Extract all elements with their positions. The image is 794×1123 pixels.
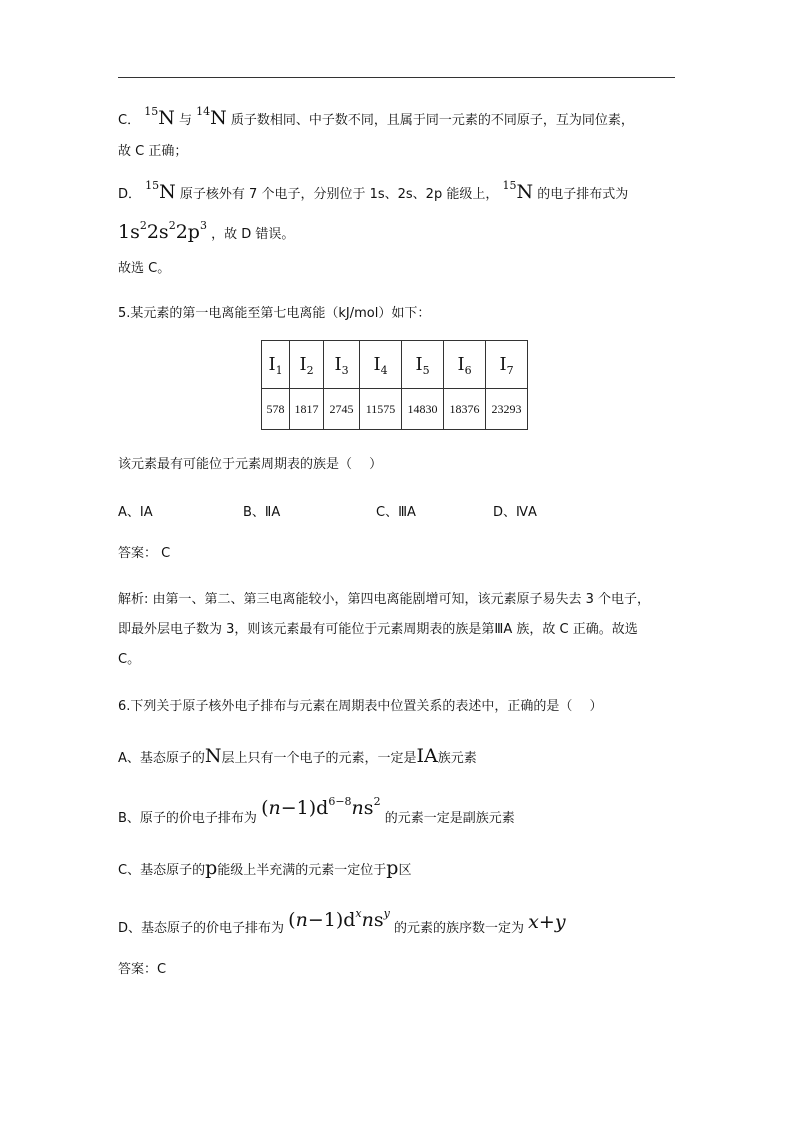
- math-symbol: p: [386, 857, 399, 879]
- header-rule: [118, 77, 675, 78]
- explanation-d: [118, 179, 629, 205]
- question-5-prompt: 该元素最有可能位于元素周期表的族是（ ）: [118, 457, 383, 472]
- math-symbol: IA: [416, 745, 438, 767]
- math-symbol: N: [204, 745, 222, 767]
- explanation-c-cont: 故 C 正确；: [118, 144, 188, 159]
- explanation-c: [118, 105, 634, 131]
- table-header-cell: $I_2$: [290, 341, 324, 389]
- nitrogen-14-symbol: $^{14}$N: [196, 105, 227, 129]
- table-cell: 578: [262, 389, 290, 430]
- option-text: 的元素一定是副族元素: [384, 811, 515, 826]
- option-prefix: D．: [118, 187, 142, 202]
- answer-6: 答案：C: [118, 962, 167, 977]
- option-6c: [118, 858, 411, 881]
- explanation-text: 质子数相同、中子数不同，且属于同一元素的不同原子，互为同位素，: [230, 113, 634, 128]
- option-text: 能级上半充满的元素一定位于: [217, 863, 387, 878]
- table-header-cell: $I_4$: [360, 341, 402, 389]
- option-6d: [118, 907, 566, 939]
- table-row: [262, 389, 528, 430]
- table-header-cell: $I_3$: [324, 341, 360, 389]
- table-header-cell: $I_5$: [402, 341, 444, 389]
- option-text: 层上只有一个电子的元素，一定是: [221, 751, 417, 766]
- table-header-row: [262, 341, 528, 389]
- explanation-text: 的电子排布式为: [537, 187, 629, 202]
- question-6: 6.下列关于原子核外电子排布与元素在周期表中位置关系的表述中，正确的是（ ）: [118, 699, 603, 714]
- option-d: D、ⅣA: [493, 505, 537, 520]
- option-text: C、基态原子的: [118, 863, 206, 878]
- math-formula: $(n-1)d^xns^y$: [288, 907, 390, 931]
- table-cell: 2745: [324, 389, 360, 430]
- table-cell: 14830: [402, 389, 444, 430]
- option-c: C、ⅢA: [376, 505, 416, 520]
- table-header-cell: $I_6$: [444, 341, 486, 389]
- question-5: 5.某元素的第一电离能至第七电离能（kJ/mol）如下：: [118, 306, 431, 321]
- table-cell: 1817: [290, 389, 324, 430]
- option-text: A、基态原子的: [118, 751, 205, 766]
- explanation-text: 原子核外有 7 个电子，分别位于 1s、2s、2p 能级上，: [179, 187, 499, 202]
- option-text: D、基态原子的价电子排布为: [118, 921, 285, 936]
- explanation-d-cont: [118, 219, 295, 245]
- analysis-5-line-1: 解析: 由第一、第二、第三电离能较小，第四电离能剧增可知，该元素原子易失去 3 个电子，: [118, 592, 651, 607]
- nitrogen-15-symbol: $^{15}$N: [144, 105, 175, 129]
- analysis-5-line-2: 即最外层电子数为 3，则该元素最有可能位于元素周期表的族是第ⅢA 族，故 C 正确。故选: [118, 622, 638, 637]
- nitrogen-15-symbol: $^{15}$N: [502, 179, 534, 203]
- table-header-cell: $I_7$: [486, 341, 528, 389]
- table-cell: 18376: [444, 389, 486, 430]
- option-text: 族元素: [437, 751, 477, 766]
- explanation-text: ，故 D 错误。: [211, 227, 295, 242]
- option-text: 的元素的族序数一定为: [394, 921, 525, 936]
- analysis-5-line-3: C。: [118, 652, 141, 667]
- math-formula: $(n-1)d^{6-8}ns^2$: [261, 795, 381, 819]
- ionization-energy-table: [261, 340, 528, 430]
- option-6a: [118, 746, 477, 769]
- table-cell: 23293: [486, 389, 528, 430]
- option-text: B、原子的价电子排布为: [118, 811, 257, 826]
- nitrogen-15-symbol: $^{15}$N: [145, 179, 176, 203]
- option-a: A、ⅠA: [118, 505, 153, 520]
- connector-text: 与: [178, 113, 192, 128]
- option-6b: [118, 795, 515, 829]
- option-text: 区: [398, 863, 412, 878]
- conclusion-text: 故选 C。: [118, 261, 171, 276]
- option-b: B、ⅡA: [243, 505, 281, 520]
- math-symbol: p: [205, 857, 218, 879]
- table-cell: 11575: [360, 389, 402, 430]
- electron-configuration: $1s^22s^22p^3$: [118, 219, 207, 243]
- answer-5: 答案： C: [118, 546, 171, 561]
- option-prefix: C．: [118, 113, 141, 128]
- table-header-cell: $I_1$: [262, 341, 290, 389]
- math-formula: x+y: [528, 911, 566, 933]
